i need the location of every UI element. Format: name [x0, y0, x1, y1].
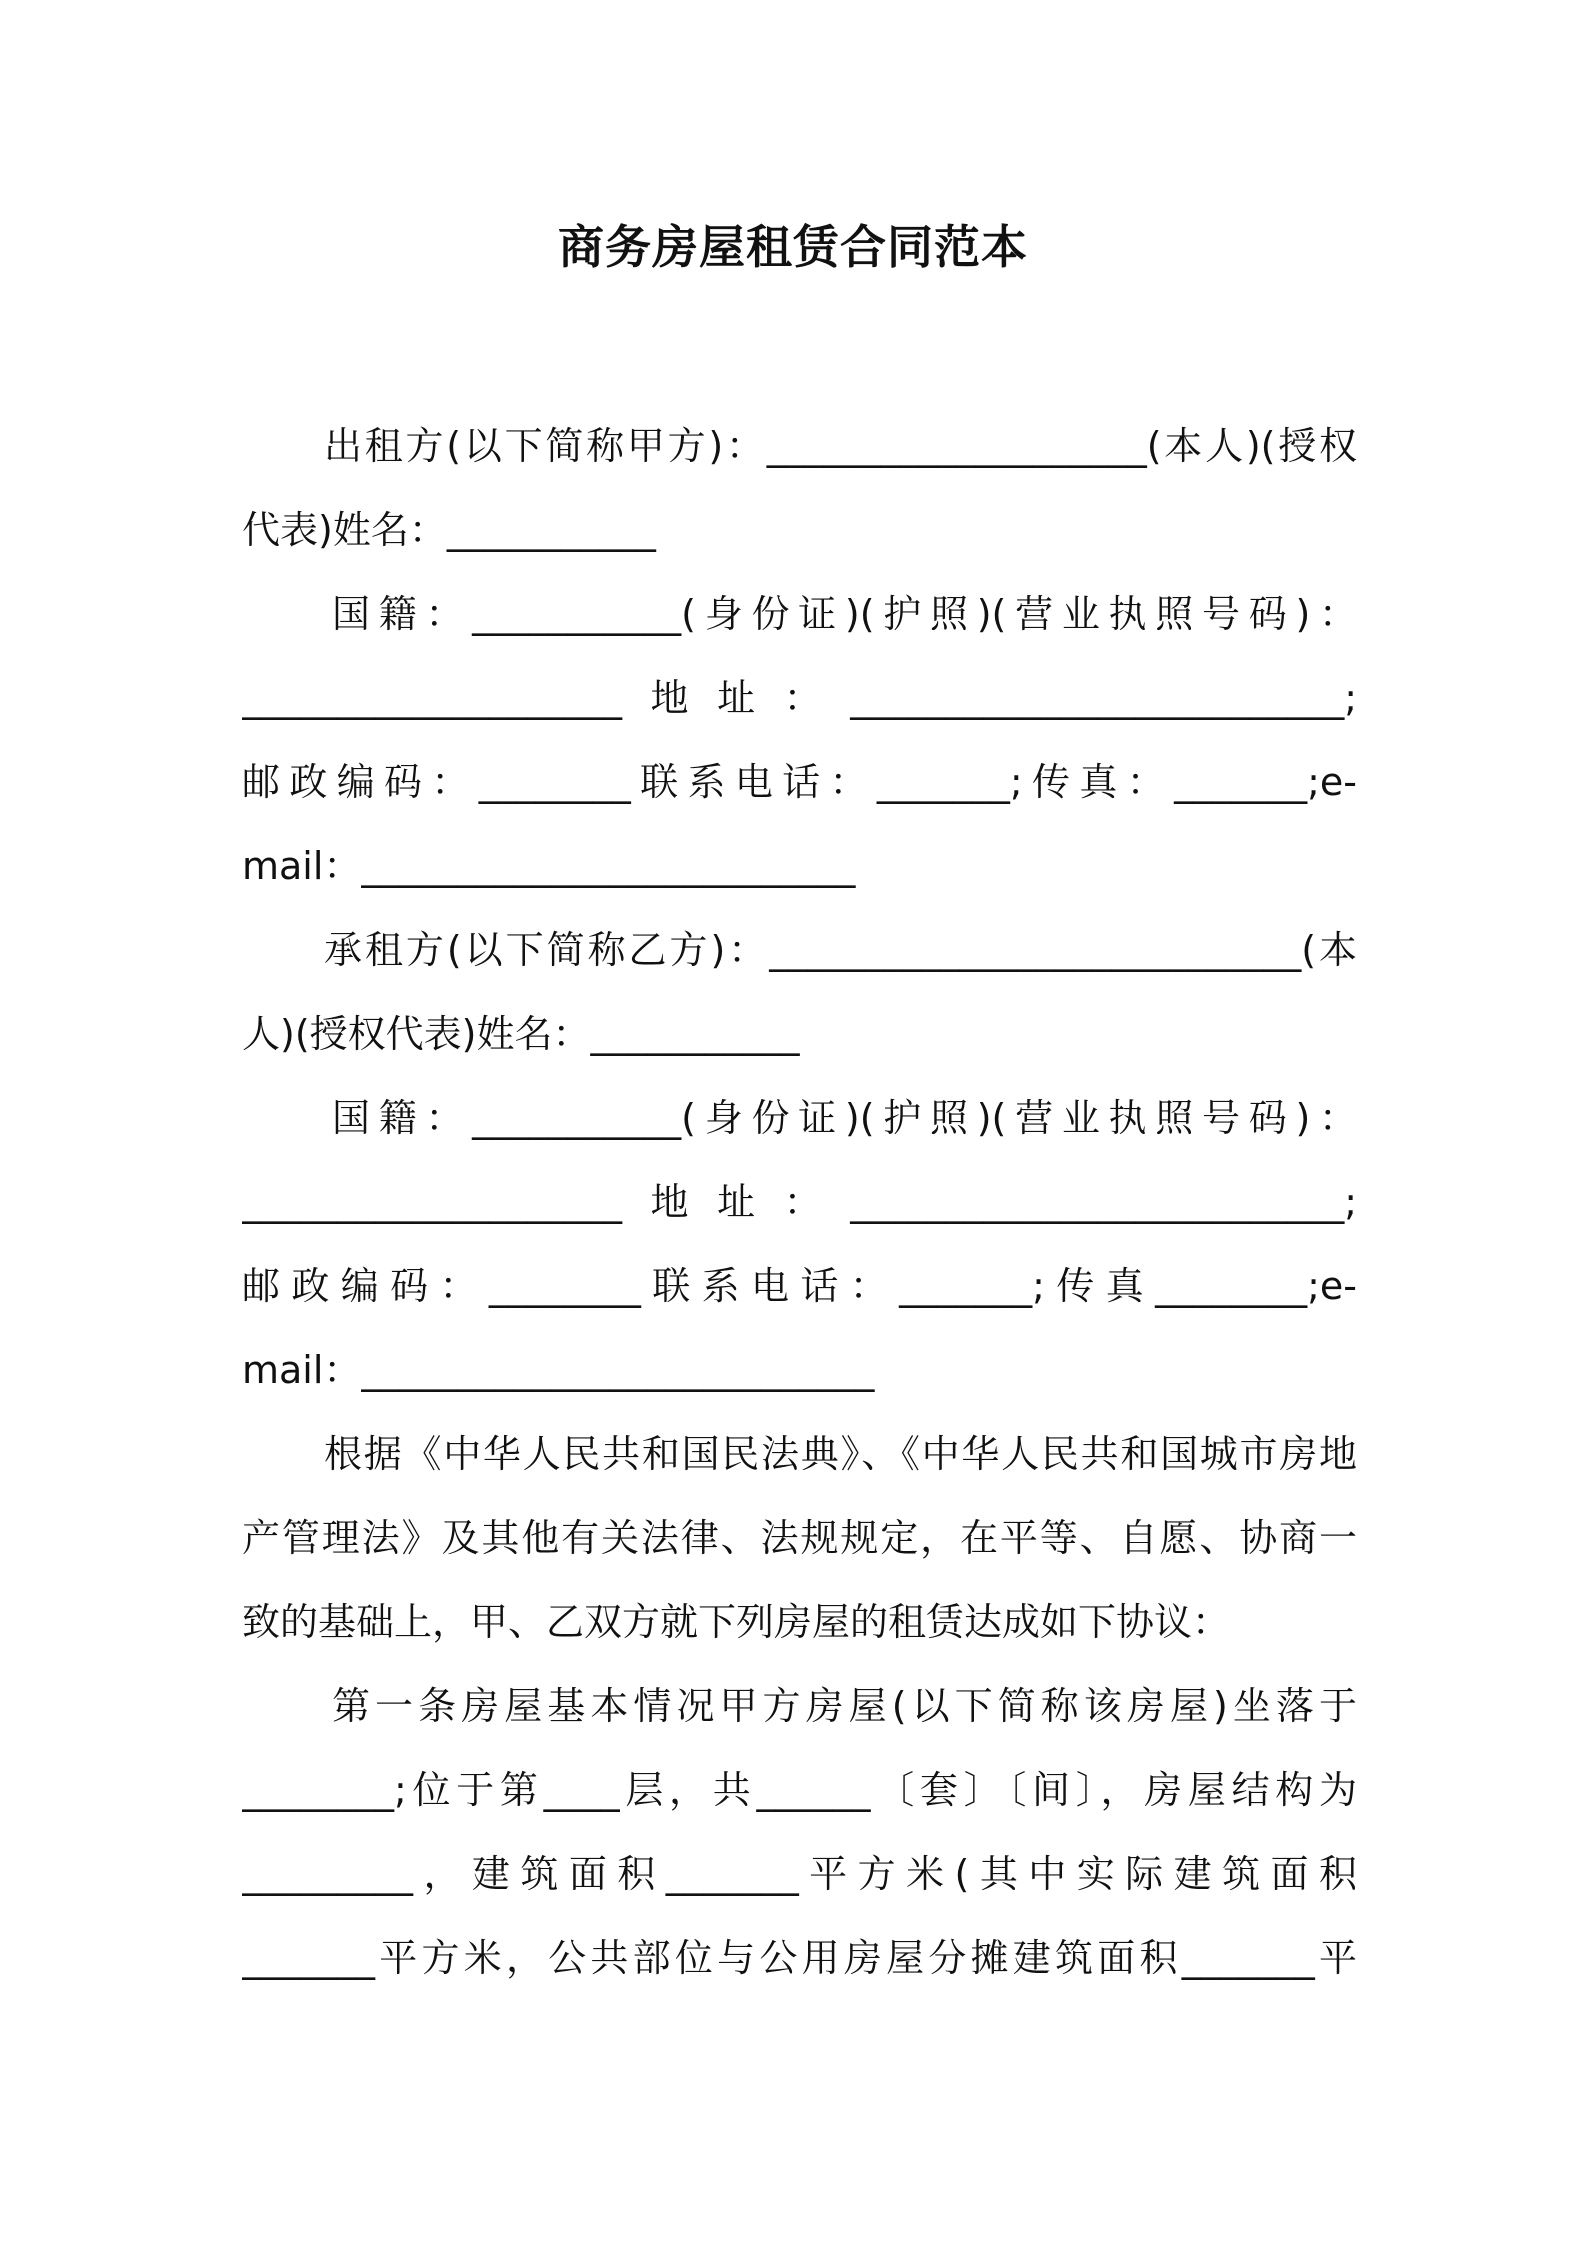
article-one-line-3: _________，建筑面积_______平方米(其中实际建筑面积	[242, 1852, 1357, 1896]
lessor-line-1: 出租方(以下简称甲方)：____________________(本人)(授权	[324, 424, 1357, 468]
article-one-line-1: 第一条房屋基本情况甲方房屋(以下简称该房屋)坐落于	[332, 1684, 1357, 1728]
legal-basis-line-3: 致的基础上，甲、乙双方就下列房屋的租赁达成如下协议：	[242, 1600, 1231, 1644]
lessee-address-line: ____________________地址：__________________________;	[242, 1180, 1357, 1224]
document-body	[242, 404, 1357, 2000]
lessor-line-2: 代表)姓名：___________	[242, 508, 656, 552]
lessee-email-line: mail：___________________________	[242, 1348, 875, 1392]
lessee-line-1: 承租方(以下简称乙方)：____________________________(本	[324, 928, 1357, 972]
legal-basis-line-1: 根据《中华人民共和国民法典》、《中华人民共和国城市房地	[324, 1432, 1357, 1476]
legal-basis-line-2: 产管理法》及其他有关法律、法规规定，在平等、自愿、协商一	[242, 1516, 1357, 1560]
lessor-email-line: mail：__________________________	[242, 844, 856, 888]
document-title: 商务房屋租赁合同范本	[558, 220, 1028, 274]
lessee-line-2: 人)(授权代表)姓名：___________	[242, 1012, 800, 1056]
lessor-nationality-line: 国籍：___________(身份证)(护照)(营业执照号码)：	[332, 592, 1357, 636]
lessor-address-line: ____________________地址：__________________________;	[242, 676, 1357, 720]
lessee-contact-line: 邮政编码：________联系电话：_______;传真________;e-	[242, 1264, 1357, 1308]
lessor-contact-line: 邮政编码：________联系电话：_______;传真：_______;e-	[242, 760, 1357, 804]
article-one-line-4: _______平方米，公共部位与公用房屋分摊建筑面积_______平	[242, 1936, 1357, 1980]
lessee-nationality-line: 国籍：___________(身份证)(护照)(营业执照号码)：	[332, 1096, 1357, 1140]
article-one-line-2: ________;位于第____层，共______〔套〕〔间〕，房屋结构为	[242, 1768, 1357, 1812]
